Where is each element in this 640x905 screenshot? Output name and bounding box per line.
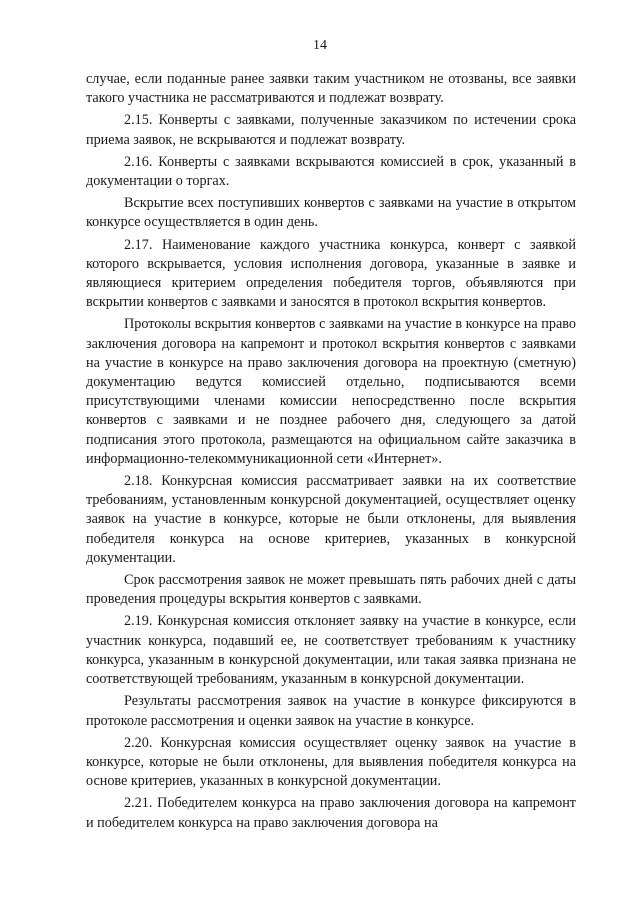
paragraph-2-15: 2.15. Конверты с заявками, полученные заказчиком по истечении срока приема заявок, не вскрываются и подлежат возврату. <box>86 112 576 148</box>
paragraph-2-16: 2.16. Конверты с заявками вскрываются комиссией в срок, указанный в документации о торгах. <box>86 153 576 190</box>
paragraph-review-period: Срок рассмотрения заявок не может превышать пять рабочих дней с даты проведения процедуры вскрытия конвертов с заявками. <box>86 572 576 608</box>
document-body <box>86 70 576 836</box>
paragraph-2-18: 2.18. Конкурсная комиссия рассматривает заявки на их соответствие требованиям, установленным конкурсной документацией, осуществляет оценку заявок на участие в конкурсе, которые не были отклонены, для выявления победителя конкурса на основе критериев, указанных в конкурсной документации. <box>86 473 576 566</box>
paragraph-2-19: 2.19. Конкурсная комиссия отклоняет заявку на участие в конкурсе, если участник конкурса, подавший ее, не соответствует требованиям к участнику конкурса, указанным в конкурсной документации, или такая заявка признана не соответствующей требованиям, указанным в конкурсной документации. <box>86 613 576 688</box>
paragraph-opening-protocols: Протоколы вскрытия конвертов с заявками на участие в конкурсе на право заключения договора на капремонт и протокол вскрытия конвертов с заявками на участие в конкурсе на право заключения договора на проектную (сметную) документацию ведутся комиссией отдельно, подписываются всеми присутствующими членами комиссии непосредственно после вскрытия конвертов с заявками и не позднее рабочего дня, следующего за датой подписания этого протокола, размещаются на официальном сайте заказчика в информационно-телекоммуникационной сети «Интернет». <box>86 316 576 467</box>
paragraph-envelope-opening: Вскрытие всех поступивших конвертов с заявками на участие в открытом конкурсе осуществляется в один день. <box>86 195 576 231</box>
paragraph-2-20: 2.20. Конкурсная комиссия осуществляет оценку заявок на участие в конкурсе, которые не были отклонены, для выявления победителя конкурса на основе критериев, указанных в конкурсной документации. <box>86 734 576 790</box>
paragraph-review-results: Результаты рассмотрения заявок на участие в конкурсе фиксируются в протоколе рассмотрения и оценки заявок на участие в конкурсе. <box>86 693 576 729</box>
paragraph-2-21: 2.21. Победителем конкурса на право заключения договора на капремонт и победителем конкурса на право заключения договора на <box>86 795 576 831</box>
paragraph-2-17: 2.17. Наименование каждого участника конкурса, конверт с заявкой которого вскрывается, условия исполнения договора, указанные в заявке и являющиеся критерием определения победителя торгов, объявляются при вскрытии конвертов с заявками и заносятся в протокол вскрытия конвертов. <box>86 236 576 311</box>
page-number: 14 <box>313 38 327 53</box>
paragraph-continued: случае, если поданные ранее заявки таким участником не отозваны, все заявки такого участника не рассматриваются и подлежат возврату. <box>86 71 576 107</box>
